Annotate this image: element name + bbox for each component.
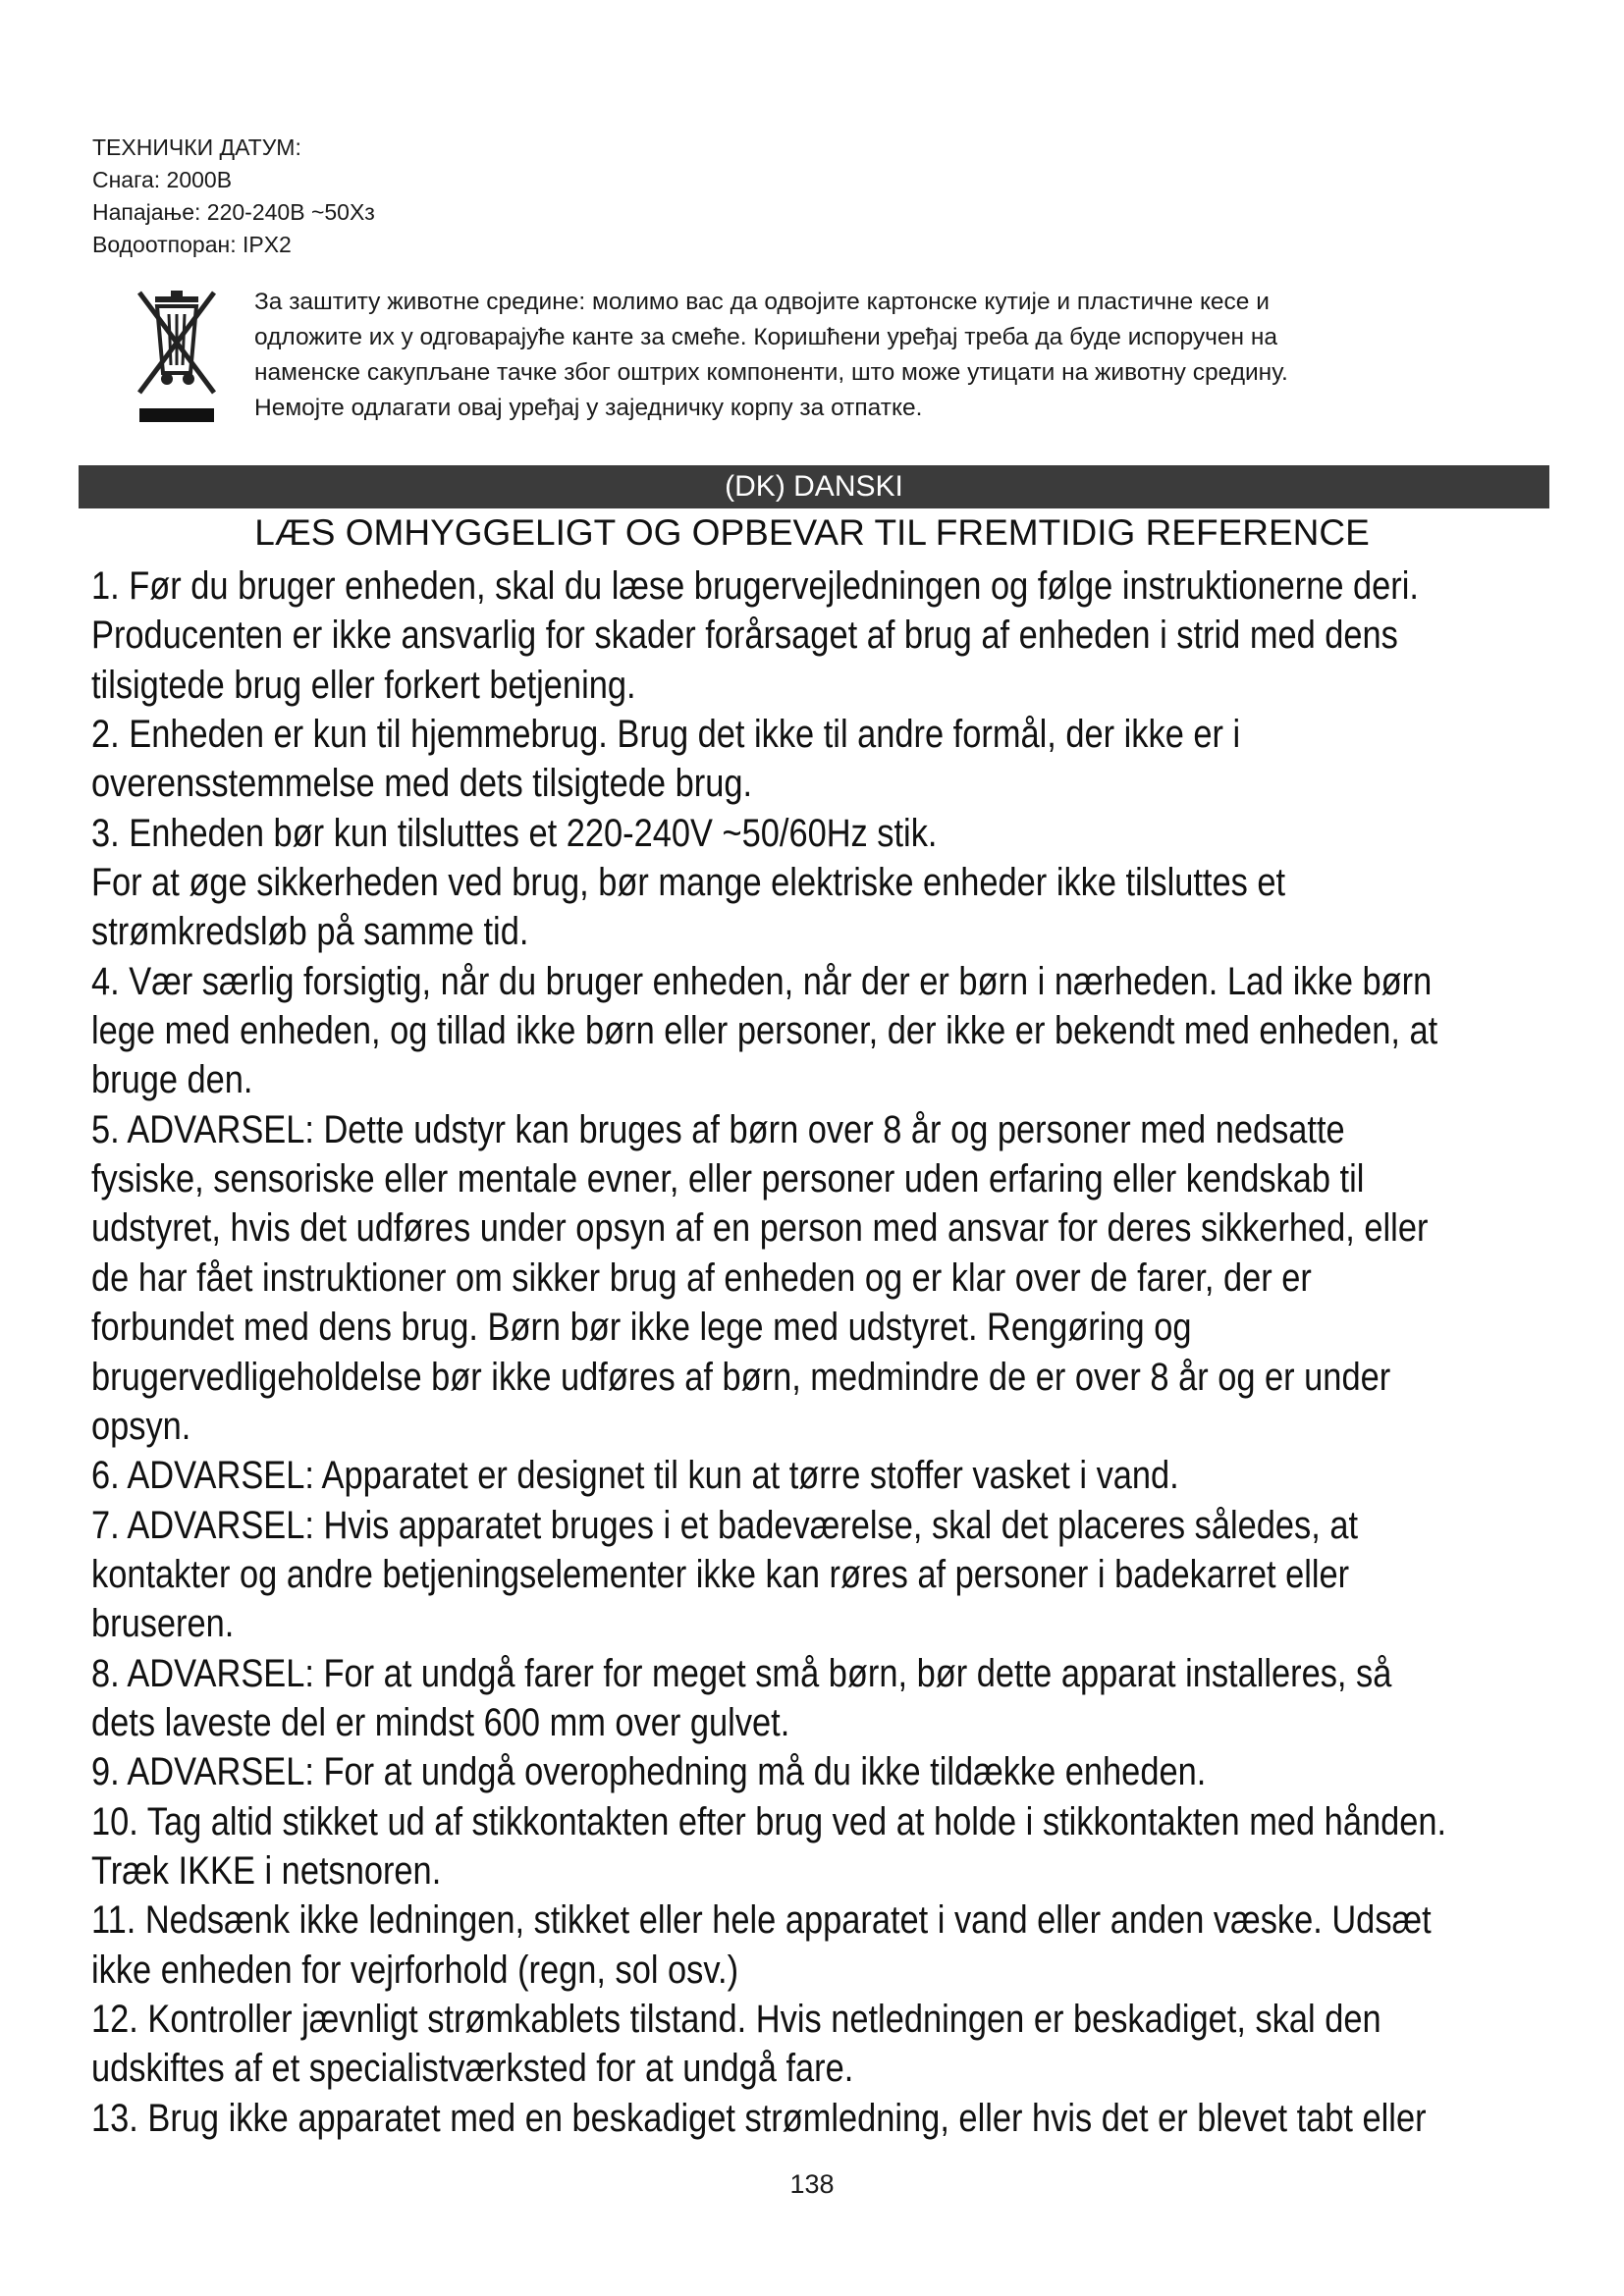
instruction-line: overensstemmelse med dets tilsigtede brug. <box>91 762 753 806</box>
environment-text <box>254 285 1550 426</box>
instructions-body <box>91 561 1447 2143</box>
language-section-bar: (DK) DANSKI <box>79 465 1549 508</box>
instruction-line: de har fået instruktioner om sikker brug af enheden og er klar over de farer, der er <box>91 1255 1312 1300</box>
instruction-line: Producenten er ikke ansvarlig for skader forårsaget af brug af enheden i strid med dens <box>91 614 1398 658</box>
instruction-line: dets laveste del er mindst 600 mm over gulvet. <box>91 1700 790 1744</box>
instruction-line: 11. Nedsænk ikke ledningen, stikket eller hele apparatet i vand eller anden væske. Udsæt <box>91 1898 1432 1943</box>
instruction-line: Træk IKKE i netsnoren. <box>91 1848 442 1893</box>
instruction-line: 9. ADVARSEL: For at undgå overophedning må du ikke tildække enheden. <box>91 1750 1207 1794</box>
instruction-line: 6. ADVARSEL: Apparatet er designet til kun at tørre stoffer vasket i vand. <box>91 1454 1179 1498</box>
instruction-line: 4. Vær særlig forsigtig, når du bruger enheden, når der er børn i nærheden. Lad ikke børn <box>91 959 1433 1003</box>
tech-data-power: Снага: 2000В <box>92 167 233 192</box>
instruction-line: brugervedligeholdelse bør ikke udføres af børn, medmindre de er over 8 år og er under <box>91 1355 1391 1399</box>
instruction-line: tilsigtede brug eller forkert betjening. <box>91 663 636 707</box>
environment-line: За заштиту животне средине: молимо вас да одвојите картонске кутије и пластичне кесе и <box>254 289 1270 315</box>
instruction-line: strømkredsløb på samme tid. <box>91 910 529 954</box>
tech-data-title: ТЕХНИЧКИ ДАТУМ: <box>92 134 301 160</box>
instruction-line: udskiftes af et specialistværksted for at undgå fare. <box>91 2047 854 2091</box>
technical-data <box>92 132 375 261</box>
instruction-line: 12. Kontroller jævnligt strømkablets tilstand. Hvis netledningen er beskadiget, skal den <box>91 1997 1381 2041</box>
instruction-line: fysiske, sensoriske eller mentale evner, eller personer uden erfaring eller kendskab til <box>91 1157 1365 1201</box>
instruction-line: ikke enheden for vejrforhold (regn, sol osv.) <box>91 1948 739 1992</box>
weee-crossed-bin-icon <box>132 285 222 432</box>
environment-notice <box>132 285 1545 432</box>
instruction-line: 8. ADVARSEL: For at undgå farer for meget små børn, bør dette apparat installeres, så <box>91 1651 1392 1695</box>
instruction-line: forbundet med dens brug. Børn bør ikke lege med udstyret. Rengøring og <box>91 1306 1192 1350</box>
instruction-line: opsyn. <box>91 1404 191 1448</box>
instruction-line: 1. Før du bruger enheden, skal du læse brugervejledningen og følge instruktionerne deri. <box>91 564 1419 608</box>
instruction-line: 10. Tag altid stikket ud af stikkontakten efter brug ved at holde i stikkontakten med hånden. <box>91 1799 1447 1843</box>
instruction-line: lege med enheden, og tillad ikke børn eller personer, der ikke er bekendt med enheden, at <box>91 1009 1438 1053</box>
instruction-line: udstyret, hvis det udføres under opsyn af en person med ansvar for deres sikkerhed, eller <box>91 1206 1429 1251</box>
instruction-line: 3. Enheden bør kun tilsluttes et 220-240V ~50/60Hz stik. <box>91 811 938 855</box>
page-number: 138 <box>789 2169 835 2199</box>
instruction-line: bruseren. <box>91 1602 235 1646</box>
instruction-line: 2. Enheden er kun til hjemmebrug. Brug det ikke til andre formål, der ikke er i <box>91 713 1241 757</box>
tech-data-supply: Напајање: 220-240В ~50Хз <box>92 199 375 225</box>
instruction-line: For at øge sikkerheden ved brug, bør mange elektriske enheder ikke tilsluttes et <box>91 861 1286 905</box>
environment-line: наменске сакупљане тачке због оштрих компоненти, што може утицати на животну средину. <box>254 359 1288 386</box>
instruction-line: 5. ADVARSEL: Dette udstyr kan bruges af børn over 8 år og personer med nedsatte <box>91 1107 1345 1151</box>
instruction-line: 13. Brug ikke apparatet med en beskadiget strømledning, eller hvis det er blevet tabt eller <box>91 2096 1427 2140</box>
tech-data-waterproof: Водоотпоран: IPX2 <box>92 232 292 257</box>
instruction-line: bruge den. <box>91 1058 253 1102</box>
environment-line: одложите их у одговарајуће канте за смеће. Коришћени уређај треба да буде испоручен на <box>254 324 1278 350</box>
environment-line: Немојте одлагати овај уређај у заједничку корпу за отпатке. <box>254 395 923 421</box>
section-heading: LÆS OMHYGGELIGT OG OPBEVAR TIL FREMTIDIG REFERENCE <box>254 512 1370 553</box>
instruction-line: 7. ADVARSEL: Hvis apparatet bruges i et badeværelse, skal det placeres således, at <box>91 1503 1359 1547</box>
instruction-line: kontakter og andre betjeningselementer ikke kan røres af personer i badekarret eller <box>91 1552 1350 1596</box>
